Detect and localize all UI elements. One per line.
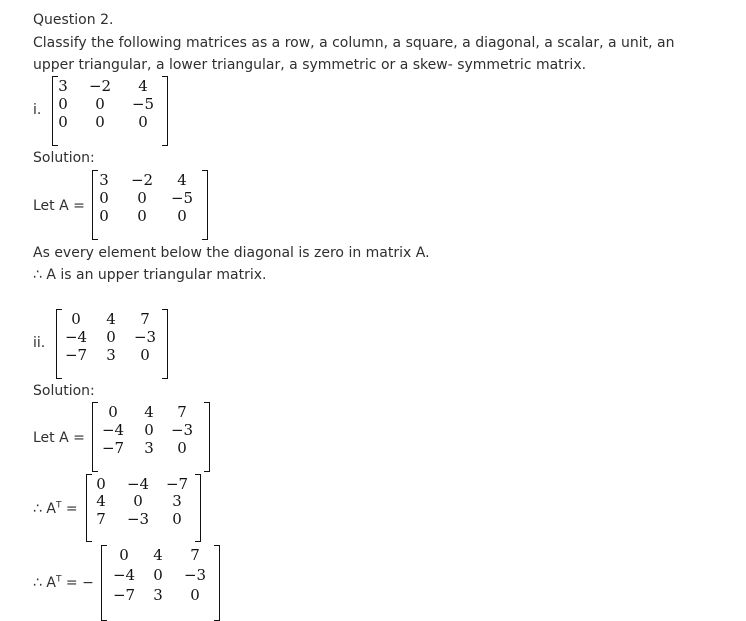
transpose-neg-matrix-cell: 0 bbox=[119, 546, 129, 564]
transpose-matrix-cell: −4 bbox=[126, 475, 150, 493]
transpose-matrix-cell: 7 bbox=[96, 509, 106, 528]
transpose-superscript: T bbox=[55, 500, 62, 511]
part-i-matrix-cell: 0 bbox=[58, 113, 68, 131]
part-ii-matrix-cell: 4 bbox=[106, 310, 116, 328]
part-i-matrix-cell: 0 bbox=[95, 113, 105, 131]
part-ii-solution-matrix-right-bracket bbox=[204, 402, 210, 472]
part-i-matrix-cell: 0 bbox=[95, 95, 105, 113]
transpose-prefix: ∴ A bbox=[33, 501, 56, 517]
transpose-neg-matrix-cell: −7 bbox=[112, 586, 136, 604]
part-ii-solution-matrix-cell: 0 bbox=[108, 403, 118, 421]
part-i-matrix-cell: −5 bbox=[131, 95, 155, 113]
question-heading: Question 2. bbox=[33, 12, 114, 28]
part-ii-matrix-cell: 3 bbox=[106, 346, 116, 364]
part-ii-label: ii. bbox=[33, 335, 46, 351]
transpose-matrix-cell: 3 bbox=[172, 492, 182, 511]
transpose-matrix-cell: 0 bbox=[96, 475, 106, 493]
part-i-solution-matrix-cell: 4 bbox=[177, 171, 187, 189]
transpose-matrix-right-bracket bbox=[195, 474, 201, 542]
part-i-statement: As every element below the diagonal is zero in matrix A. bbox=[33, 245, 430, 261]
transpose-neg-matrix-cell: 4 bbox=[153, 546, 163, 564]
transpose-matrix-cell: 0 bbox=[133, 492, 143, 511]
transpose-neg-matrix-cell: 0 bbox=[153, 566, 163, 584]
part-i-solution-matrix-cell: 0 bbox=[137, 189, 147, 207]
transpose-neg-superscript: T bbox=[55, 574, 62, 585]
part-i-matrix-left-bracket bbox=[52, 76, 58, 146]
part-i-solution-label: Solution: bbox=[33, 150, 95, 166]
part-ii-solution-matrix-cell: 4 bbox=[144, 403, 154, 421]
part-i-matrix-right-bracket bbox=[162, 76, 168, 146]
part-ii-matrix-cell: 0 bbox=[140, 346, 150, 364]
part-i-let-label: Let A = bbox=[33, 198, 85, 214]
transpose-matrix-left-bracket bbox=[86, 474, 92, 542]
transpose-matrix-cell: −7 bbox=[165, 475, 189, 493]
transpose-equals: = bbox=[65, 501, 78, 517]
part-i-solution-matrix-right-bracket bbox=[202, 170, 208, 240]
transpose-label bbox=[33, 500, 78, 518]
transpose-neg-matrix-right-bracket bbox=[214, 545, 220, 621]
part-ii-matrix-cell: −7 bbox=[64, 346, 88, 364]
part-ii-solution-matrix-cell: 0 bbox=[144, 421, 154, 439]
part-i-solution-matrix-cell: 0 bbox=[99, 207, 109, 225]
part-i-solution-matrix-cell: 0 bbox=[99, 189, 109, 207]
part-i-matrix-cell: 4 bbox=[138, 77, 148, 95]
part-i-solution-matrix-left-bracket bbox=[92, 170, 98, 240]
part-ii-matrix-left-bracket bbox=[56, 309, 62, 379]
part-ii-matrix-right-bracket bbox=[162, 309, 168, 379]
part-i-matrix-cell: 0 bbox=[138, 113, 148, 131]
transpose-neg-matrix-cell: 7 bbox=[190, 546, 200, 564]
part-i-matrix-cell: 0 bbox=[58, 95, 68, 113]
part-ii-solution-matrix-cell: 7 bbox=[177, 403, 187, 421]
transpose-neg-prefix: ∴ A bbox=[33, 575, 56, 591]
part-ii-solution-label: Solution: bbox=[33, 383, 95, 399]
part-i-matrix-cell: −2 bbox=[88, 77, 112, 95]
part-i-solution-matrix-cell: −2 bbox=[130, 171, 154, 189]
part-ii-solution-matrix-cell: −4 bbox=[101, 421, 125, 439]
part-i-conclusion: ∴ A is an upper triangular matrix. bbox=[33, 267, 267, 283]
transpose-neg-matrix-cell: −4 bbox=[112, 566, 136, 584]
part-i-solution-matrix-cell: 0 bbox=[177, 207, 187, 225]
transpose-neg-equals: = − bbox=[65, 575, 94, 591]
part-ii-matrix-cell: −4 bbox=[64, 328, 88, 346]
part-ii-matrix-cell: 0 bbox=[71, 310, 81, 328]
transpose-neg-label bbox=[33, 574, 94, 592]
part-i-solution-matrix-cell: 3 bbox=[99, 171, 109, 189]
part-ii-matrix-cell: −3 bbox=[133, 328, 157, 346]
part-ii-solution-matrix-cell: 0 bbox=[177, 439, 187, 457]
part-i-label: i. bbox=[33, 102, 42, 118]
transpose-neg-matrix-left-bracket bbox=[101, 545, 107, 621]
part-ii-solution-matrix-cell: −7 bbox=[101, 439, 125, 457]
part-i-matrix-cell: 3 bbox=[58, 77, 68, 95]
transpose-matrix-cell: −3 bbox=[126, 509, 150, 528]
part-i-solution-matrix-cell: 0 bbox=[137, 207, 147, 225]
part-ii-solution-matrix-cell: 3 bbox=[144, 439, 154, 457]
part-ii-let-label: Let A = bbox=[33, 430, 85, 446]
part-ii-matrix-cell: 7 bbox=[140, 310, 150, 328]
question-instruction: Classify the following matrices as a row, a column, a square, a diagonal, a scalar, a unit, an upper triangular, a lower triangular, a symmetric or a skew- symmetric matrix. bbox=[33, 35, 675, 73]
transpose-matrix-cell: 0 bbox=[172, 509, 182, 528]
transpose-matrix-cell: 4 bbox=[96, 492, 106, 511]
part-i-solution-matrix-cell: −5 bbox=[170, 189, 194, 207]
part-ii-solution-matrix-cell: −3 bbox=[170, 421, 194, 439]
transpose-neg-matrix-cell: 0 bbox=[190, 586, 200, 604]
part-ii-solution-matrix-left-bracket bbox=[92, 402, 98, 472]
transpose-neg-matrix-cell: −3 bbox=[183, 566, 207, 584]
transpose-neg-matrix-cell: 3 bbox=[153, 586, 163, 604]
part-ii-matrix-cell: 0 bbox=[106, 328, 116, 346]
